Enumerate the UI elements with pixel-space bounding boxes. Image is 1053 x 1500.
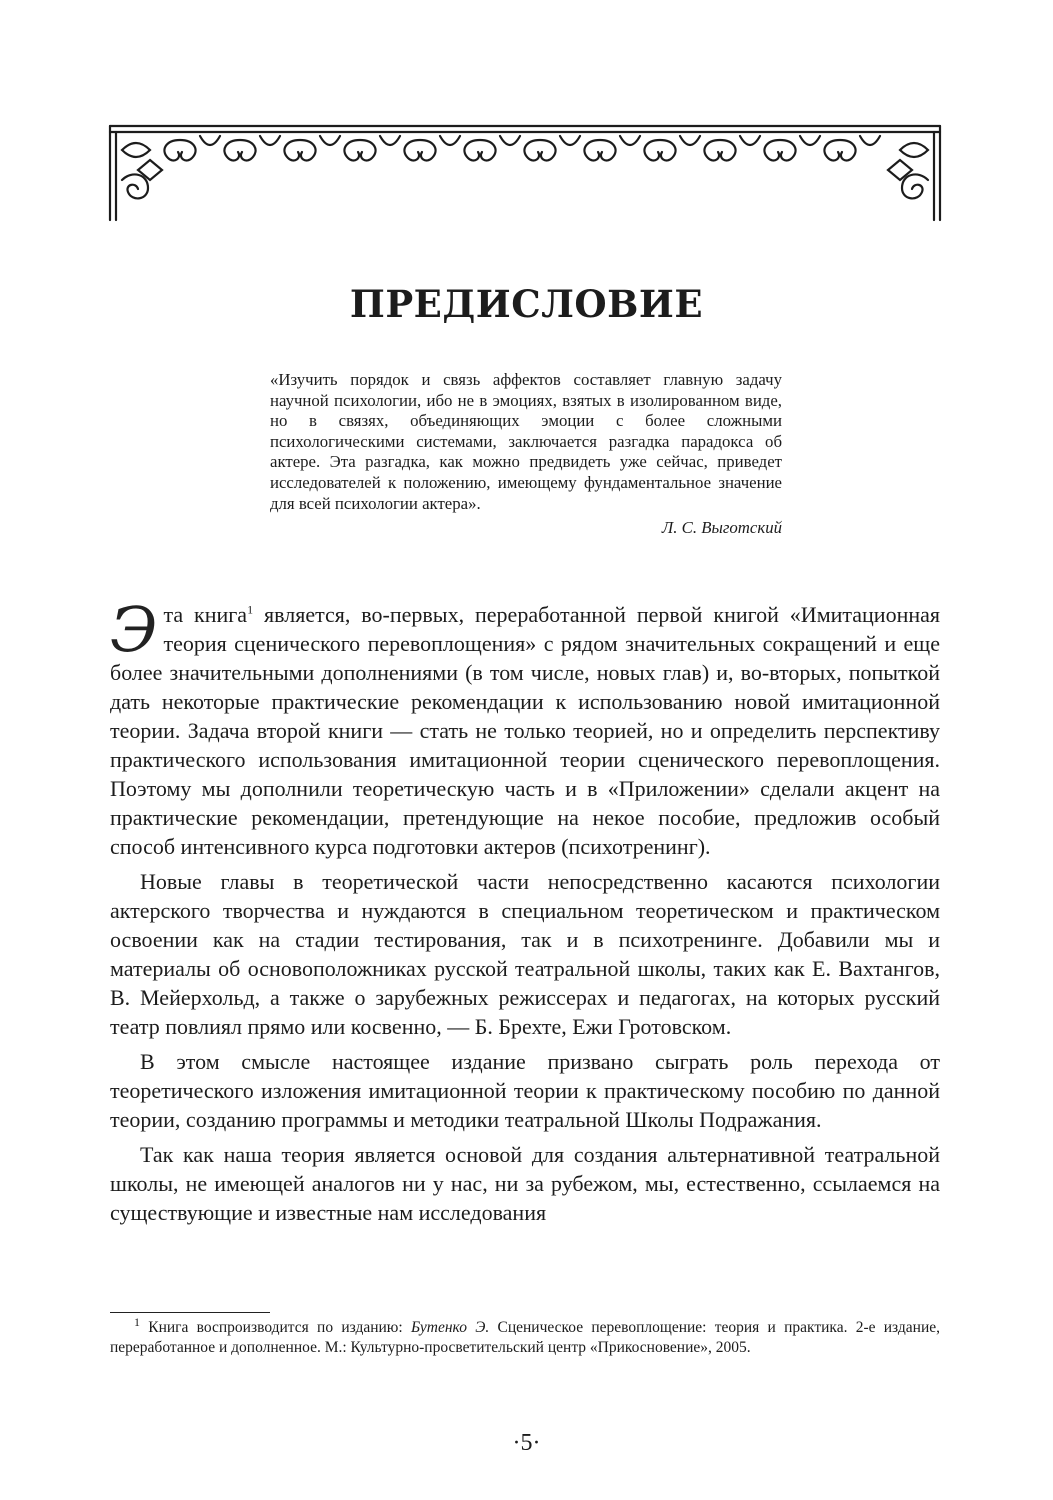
paragraph-3: В этом смысле настоящее издание призвано сыграть роль перехода от теоретического изложения имитационной теории к практическому пособию по данной теории, созданию программы и методики театральной Школы Подражания.: [110, 1049, 940, 1132]
paragraph-4: Так как наша теория является основой для создания альтернативной театральной школы, не имеющей аналогов ни у нас, ни за рубежом, мы, естественно, ссылаемся на существующие и известные нам исследования: [110, 1142, 940, 1225]
main-text: [110, 593, 941, 1233]
decorative-header-ornament: [100, 120, 950, 230]
footnote-divider: [110, 1312, 270, 1313]
footnote: [110, 1314, 941, 1357]
page-number: ·5·: [512, 1430, 541, 1456]
epigraph-author: Л. С. Выготский: [661, 518, 782, 538]
footnote-marker: 1: [134, 1314, 140, 1329]
epigraph-quote: «Изучить порядок и связь аффектов составляет главную задачу научной психологии, ибо не в эмоциях, взятых в изолированном виде, но в связях, объединяющих эмоции с более сложными психологическими системами, заключается разгадка парадокса об актере. Эта разгадка, как можно предвидеть уже сейчас, приведет исследователей к положению, имеющему фундаментальное значение для всей психологии актера».: [270, 370, 782, 513]
paragraph-2: Новые главы в теоретической части непосредственно касаются психологии актерского творчества и нуждаются в специальном теоретическом и практическом освоении как на стадии тестирования, так и в психотренинге. Добавили мы и материалы об основоположниках русской театральной школы, таких как Е. Вахтангов, В. Мейерхольд, а также о зарубежных режиссерах и педагогах, на которых русский театр повлиял прямо или косвенно, — Б. Брехте, Ежи Гротовском.: [110, 869, 940, 1039]
footnote-rest: Сценическое перевоплощение: теория и практика. 2-е издание, переработанное и дополненное. М.: Культурно-просветительский центр «Прикосновение», 2005.: [110, 1319, 941, 1356]
epigraph: [270, 370, 782, 539]
drop-cap: Э: [110, 593, 158, 666]
page-title: ПРЕДИСЛОВИЕ: [349, 282, 704, 326]
paragraph-1-rest: является, во-первых, переработанной первой книгой «Имитационная теория сценического перевоплощения» с рядом значительных сокращений и еще более значительными дополнениями (в том числе, новых глав) и, во-вторых, попыткой дать некоторые практические рекомендации к использованию новой имитационной теории. Задача второй книги — стать не только теорией, но и определить перспективу практического использования имитационной теории сценического перевоплощения. Поэтому мы дополнили теоретическую часть и в «Приложении» сделали акцент на практические рекомендации, претендующие на некое пособие, предложив особый способ интенсивного курса подготовки актеров (психотренинг).: [110, 602, 941, 859]
paragraph-1: [110, 593, 941, 861]
footnote-author: Бутенко Э.: [410, 1319, 490, 1336]
footnote-reference: 1: [247, 602, 254, 617]
footnote-lead: Книга воспроизводится по изданию:: [140, 1319, 411, 1336]
paragraph-1-start: та книга: [163, 602, 248, 627]
